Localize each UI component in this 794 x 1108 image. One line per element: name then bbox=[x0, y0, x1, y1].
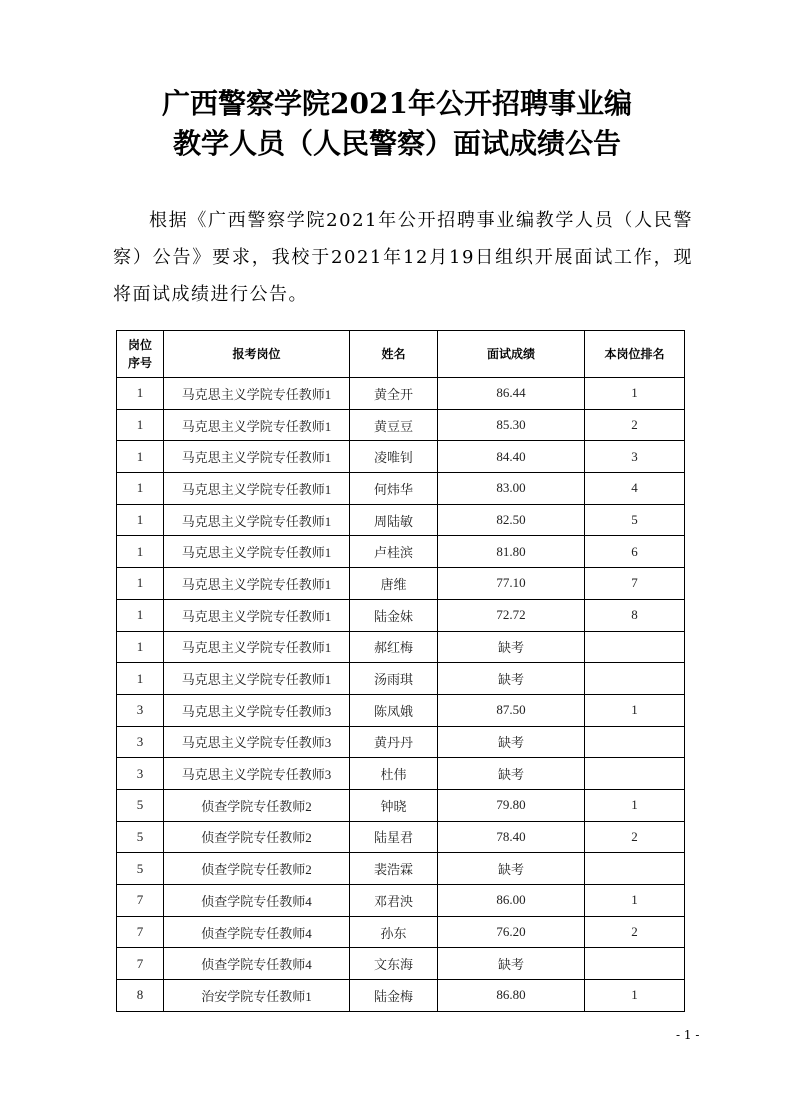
cell-rank: 4 bbox=[585, 473, 685, 505]
cell-name: 黄豆豆 bbox=[350, 409, 438, 441]
cell-score: 缺考 bbox=[438, 726, 585, 758]
table-row bbox=[117, 821, 685, 853]
cell-rank: 2 bbox=[585, 821, 685, 853]
cell-post: 马克思主义学院专任教师3 bbox=[164, 726, 350, 758]
cell-rank bbox=[585, 853, 685, 885]
table-row bbox=[117, 473, 685, 505]
table-row bbox=[117, 568, 685, 600]
title-line-2: 教学人员（人民警察）面试成绩公告 bbox=[172, 127, 621, 160]
table-header-row bbox=[117, 331, 685, 378]
cell-name: 郝红梅 bbox=[350, 631, 438, 663]
cell-rank bbox=[585, 758, 685, 790]
cell-name: 杜伟 bbox=[350, 758, 438, 790]
cell-post: 侦查学院专任教师4 bbox=[164, 948, 350, 980]
cell-name: 卢桂滨 bbox=[350, 536, 438, 568]
cell-post-no: 7 bbox=[117, 916, 164, 948]
cell-post-no: 1 bbox=[117, 409, 164, 441]
page-number: - 1 - bbox=[676, 1028, 700, 1042]
cell-rank: 2 bbox=[585, 409, 685, 441]
cell-post-no: 8 bbox=[117, 980, 164, 1012]
cell-post: 马克思主义学院专任教师1 bbox=[164, 568, 350, 600]
cell-score: 86.80 bbox=[438, 980, 585, 1012]
table-row bbox=[117, 504, 685, 536]
cell-post: 马克思主义学院专任教师1 bbox=[164, 504, 350, 536]
cell-post: 治安学院专任教师1 bbox=[164, 980, 350, 1012]
cell-score: 缺考 bbox=[438, 948, 585, 980]
cell-name: 唐维 bbox=[350, 568, 438, 600]
cell-score: 72.72 bbox=[438, 599, 585, 631]
cell-name: 何炜华 bbox=[350, 473, 438, 505]
table-row bbox=[117, 853, 685, 885]
cell-rank bbox=[585, 663, 685, 695]
header-score: 面试成绩 bbox=[438, 331, 585, 378]
cell-name: 陆金妹 bbox=[350, 599, 438, 631]
cell-rank: 1 bbox=[585, 789, 685, 821]
cell-score: 缺考 bbox=[438, 631, 585, 663]
cell-rank bbox=[585, 726, 685, 758]
cell-score: 81.80 bbox=[438, 536, 585, 568]
cell-rank: 3 bbox=[585, 441, 685, 473]
header-rank: 本岗位排名 bbox=[585, 331, 685, 378]
cell-post-no: 3 bbox=[117, 694, 164, 726]
cell-rank: 1 bbox=[585, 378, 685, 410]
cell-name: 汤雨琪 bbox=[350, 663, 438, 695]
cell-score: 82.50 bbox=[438, 504, 585, 536]
cell-post-no: 3 bbox=[117, 726, 164, 758]
cell-rank: 1 bbox=[585, 980, 685, 1012]
cell-rank: 7 bbox=[585, 568, 685, 600]
cell-rank: 2 bbox=[585, 916, 685, 948]
table-row bbox=[117, 694, 685, 726]
cell-post: 马克思主义学院专任教师1 bbox=[164, 631, 350, 663]
cell-score: 缺考 bbox=[438, 853, 585, 885]
table-row bbox=[117, 726, 685, 758]
cell-name: 钟晓 bbox=[350, 789, 438, 821]
cell-post: 马克思主义学院专任教师1 bbox=[164, 663, 350, 695]
cell-score: 77.10 bbox=[438, 568, 585, 600]
cell-rank: 5 bbox=[585, 504, 685, 536]
table-row bbox=[117, 599, 685, 631]
cell-post: 马克思主义学院专任教师3 bbox=[164, 758, 350, 790]
cell-post-no: 1 bbox=[117, 441, 164, 473]
cell-post: 马克思主义学院专任教师1 bbox=[164, 536, 350, 568]
cell-post-no: 3 bbox=[117, 758, 164, 790]
cell-post-no: 1 bbox=[117, 504, 164, 536]
cell-rank: 1 bbox=[585, 694, 685, 726]
cell-name: 文东海 bbox=[350, 948, 438, 980]
table-row bbox=[117, 378, 685, 410]
cell-name: 黄全开 bbox=[350, 378, 438, 410]
cell-post: 马克思主义学院专任教师3 bbox=[164, 694, 350, 726]
cell-post: 马克思主义学院专任教师1 bbox=[164, 378, 350, 410]
cell-rank: 6 bbox=[585, 536, 685, 568]
table-row bbox=[117, 758, 685, 790]
cell-name: 裴浩霖 bbox=[350, 853, 438, 885]
header-name: 姓名 bbox=[350, 331, 438, 378]
cell-score: 87.50 bbox=[438, 694, 585, 726]
cell-name: 邓君泱 bbox=[350, 885, 438, 917]
scores-table bbox=[116, 330, 685, 1012]
cell-post-no: 5 bbox=[117, 821, 164, 853]
cell-name: 陆星君 bbox=[350, 821, 438, 853]
cell-score: 84.40 bbox=[438, 441, 585, 473]
intro-paragraph: 根据《广西警察学院2021年公开招聘事业编教学人员（人民警察）公告》要求，我校于2021年12月19日组织开展面试工作，现将面试成绩进行公告。 bbox=[113, 210, 693, 305]
cell-name: 周陆敏 bbox=[350, 504, 438, 536]
table-row bbox=[117, 409, 685, 441]
cell-post: 马克思主义学院专任教师1 bbox=[164, 473, 350, 505]
header-post: 报考岗位 bbox=[164, 331, 350, 378]
cell-post: 马克思主义学院专任教师1 bbox=[164, 441, 350, 473]
cell-score: 86.44 bbox=[438, 378, 585, 410]
cell-post-no: 1 bbox=[117, 473, 164, 505]
cell-rank bbox=[585, 948, 685, 980]
cell-post-no: 1 bbox=[117, 378, 164, 410]
cell-post: 侦查学院专任教师2 bbox=[164, 821, 350, 853]
table-row bbox=[117, 948, 685, 980]
table-row bbox=[117, 663, 685, 695]
cell-score: 78.40 bbox=[438, 821, 585, 853]
table-row bbox=[117, 631, 685, 663]
cell-post: 侦查学院专任教师4 bbox=[164, 885, 350, 917]
cell-score: 83.00 bbox=[438, 473, 585, 505]
cell-name: 陈凤娥 bbox=[350, 694, 438, 726]
cell-score: 76.20 bbox=[438, 916, 585, 948]
cell-score: 86.00 bbox=[438, 885, 585, 917]
cell-post-no: 7 bbox=[117, 948, 164, 980]
cell-post-no: 1 bbox=[117, 663, 164, 695]
cell-post: 马克思主义学院专任教师1 bbox=[164, 599, 350, 631]
table-row bbox=[117, 980, 685, 1012]
title-line-1: 广西警察学院2021年公开招聘事业编 bbox=[162, 87, 632, 120]
cell-post: 侦查学院专任教师2 bbox=[164, 789, 350, 821]
cell-score: 79.80 bbox=[438, 789, 585, 821]
cell-post-no: 1 bbox=[117, 536, 164, 568]
cell-score: 缺考 bbox=[438, 663, 585, 695]
table-row bbox=[117, 789, 685, 821]
table-row bbox=[117, 916, 685, 948]
table-row bbox=[117, 885, 685, 917]
table-row bbox=[117, 536, 685, 568]
cell-name: 陆金梅 bbox=[350, 980, 438, 1012]
cell-post-no: 5 bbox=[117, 789, 164, 821]
cell-score: 缺考 bbox=[438, 758, 585, 790]
cell-post-no: 5 bbox=[117, 853, 164, 885]
cell-name: 黄丹丹 bbox=[350, 726, 438, 758]
table-row bbox=[117, 441, 685, 473]
cell-post: 侦查学院专任教师4 bbox=[164, 916, 350, 948]
cell-post-no: 7 bbox=[117, 885, 164, 917]
cell-rank: 1 bbox=[585, 885, 685, 917]
cell-post: 马克思主义学院专任教师1 bbox=[164, 409, 350, 441]
cell-post-no: 1 bbox=[117, 631, 164, 663]
cell-rank bbox=[585, 631, 685, 663]
cell-post-no: 1 bbox=[117, 568, 164, 600]
cell-name: 孙东 bbox=[350, 916, 438, 948]
header-post-no: 岗位序号 bbox=[117, 331, 164, 378]
cell-post-no: 1 bbox=[117, 599, 164, 631]
cell-post: 侦查学院专任教师2 bbox=[164, 853, 350, 885]
cell-score: 85.30 bbox=[438, 409, 585, 441]
cell-name: 凌唯钊 bbox=[350, 441, 438, 473]
cell-rank: 8 bbox=[585, 599, 685, 631]
